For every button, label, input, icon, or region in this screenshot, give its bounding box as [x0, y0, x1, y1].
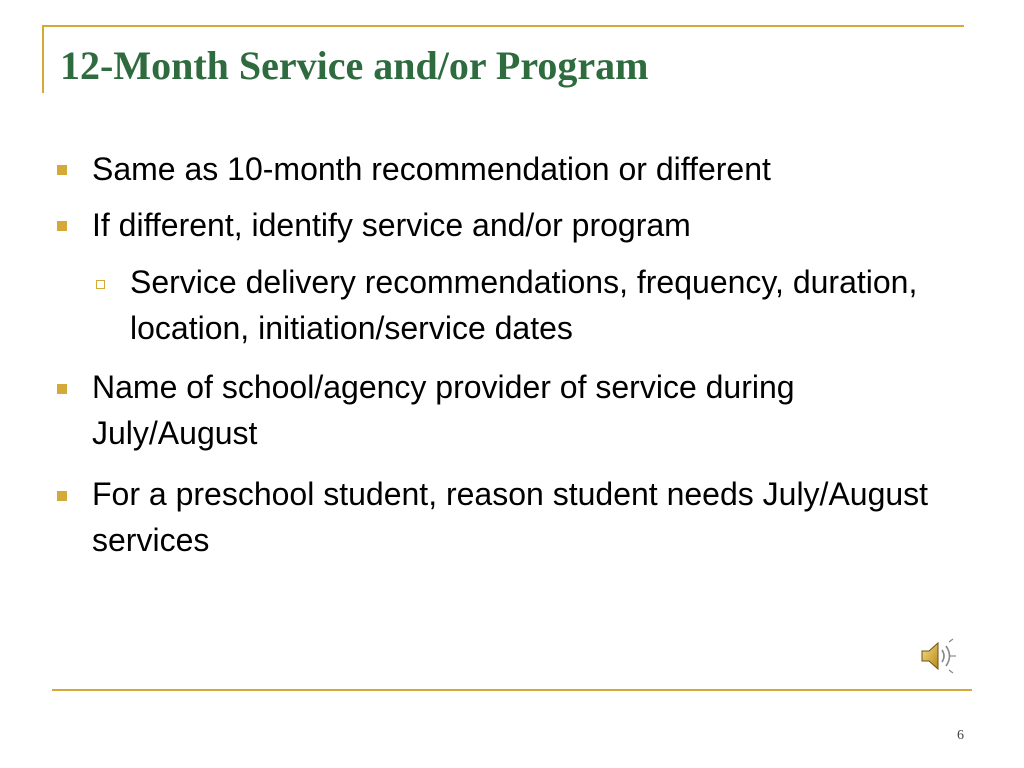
- bullet-item: [92, 364, 872, 456]
- bullet-text: Service delivery recommendations, frequency, duration, location, initiation/service dates: [130, 264, 918, 346]
- bottom-divider: [52, 689, 972, 691]
- page-number: 6: [957, 728, 964, 743]
- bullet-text: Same as 10-month recommendation or different: [92, 151, 771, 187]
- bullet-text: Name of school/agency provider of service during July/August: [92, 369, 795, 451]
- bullet-text: For a preschool student, reason student needs July/August services: [92, 476, 929, 558]
- sub-bullet-item: [130, 259, 980, 351]
- bullet-item: [92, 202, 972, 248]
- bullet-square-icon: [57, 221, 67, 231]
- bullet-item: [92, 471, 942, 563]
- speaker-icon[interactable]: [918, 638, 958, 674]
- sub-bullet-box-icon: [96, 280, 105, 289]
- slide-title: 12-Month Service and/or Program: [60, 43, 649, 88]
- bullet-text: If different, identify service and/or program: [92, 207, 691, 243]
- bullet-square-icon: [57, 491, 67, 501]
- bullet-square-icon: [57, 165, 67, 175]
- bullet-square-icon: [57, 384, 67, 394]
- bullet-item: [92, 146, 972, 192]
